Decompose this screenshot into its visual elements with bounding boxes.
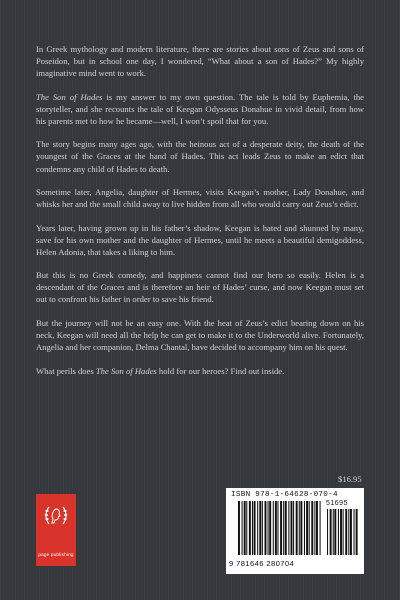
barcode-bar xyxy=(273,501,274,555)
barcode-bar xyxy=(338,509,339,555)
blurb-paragraph xyxy=(36,186,364,210)
barcode-bar xyxy=(299,501,300,555)
blurb-paragraph xyxy=(36,43,364,79)
price-supplement-code: 51695 xyxy=(326,500,348,507)
barcode-bar xyxy=(262,501,263,555)
barcode-bar xyxy=(350,509,352,555)
ean-barcode-bars xyxy=(238,501,322,555)
barcode-bar xyxy=(334,509,336,555)
blurb-text: But this is no Greek comedy, and happiness cannot find our hero so easily. Helen is a descendant of the Graces and is therefore an heir of Hades’ curse, and now Keegan must set out to confront his father in order to save his friend. xyxy=(36,270,364,305)
barcode-bar xyxy=(309,501,310,555)
barcode-bar xyxy=(296,501,298,555)
barcode-bar xyxy=(343,509,344,555)
barcode-bar xyxy=(306,501,308,555)
barcode-bar xyxy=(259,501,261,555)
barcode-bar xyxy=(254,501,256,555)
barcode-bar xyxy=(330,509,332,555)
barcode-bar xyxy=(283,501,284,555)
barcode-bar xyxy=(311,501,313,555)
barcode-bar xyxy=(300,501,302,555)
barcode-bar xyxy=(257,501,258,555)
barcode-bar xyxy=(265,501,267,555)
back-cover-blurb xyxy=(36,43,364,388)
barcode-bar xyxy=(345,509,347,555)
blurb-paragraph xyxy=(36,365,364,377)
supplement-barcode-bars xyxy=(327,509,359,555)
barcode-bar xyxy=(333,509,334,555)
blurb-text: is my answer to my own question. The tale is told by Euphemia, the storyteller, and she recounts the tale of Keegan Odysseus Donahue in vivid detail, from how his parents met to how he became—well, I won’t spoil that for you. xyxy=(36,91,364,126)
price-label: $16.95 xyxy=(338,474,362,484)
barcode-bar xyxy=(242,501,243,555)
barcode-bar xyxy=(320,501,321,555)
blurb-text: The story begins many ages ago, with the heinous act of a desperate deity, the death of the youngest of the Graces at the hand of Hades. This act leads Zeus to make an edict that condemns any child of Hades to death. xyxy=(36,139,364,174)
book-title-italic: The Son of Hades xyxy=(36,91,103,102)
barcode-bar xyxy=(285,501,287,555)
barcode-bar xyxy=(291,501,293,555)
blurb-paragraph xyxy=(36,269,364,305)
blurb-paragraph xyxy=(36,138,364,174)
barcode-bar xyxy=(268,501,269,555)
blurb-paragraph xyxy=(36,91,364,127)
blurb-text: But the journey will not be an easy one. With the heat of Zeus’s edict bearing down on his neck, Keegan will need all the help he can get to make it to the Underworld alive. Fortunately, Angelia and her companion, Delma Chantal, have decided to accompany him on his quest. xyxy=(36,317,364,353)
barcode-bar xyxy=(327,509,328,555)
publisher-logo xyxy=(36,494,76,566)
barcode-bar xyxy=(246,501,247,555)
barcode-bar xyxy=(314,501,315,555)
isbn-barcode xyxy=(226,488,364,574)
barcode-bar xyxy=(304,501,305,555)
blurb-paragraph xyxy=(36,317,364,353)
barcode-bar xyxy=(275,501,277,555)
blurb-text: hold for our heroes? Find out inside. xyxy=(156,365,285,376)
barcode-bar xyxy=(249,501,251,555)
blurb-text: What perils does xyxy=(36,365,96,376)
blurb-text: Years later, having grown up in his father’s shadow, Keegan is hated and shunned by many, save for his own mother and the daughter of Hermes, until he meets a beautiful demigoddess, Helen Adonia, that takes a liking to him. xyxy=(36,222,364,257)
laurel-head-icon xyxy=(42,502,70,530)
book-title-italic: The Son of Hades xyxy=(95,365,157,376)
blurb-text: In Greek mythology and modern literature, there are stories about sons of Zeus and sons of Poseidon, but in school one day, I wondered, “What about a son of Hades?” My highly imaginative mind went to work. xyxy=(36,44,364,79)
barcode-bar xyxy=(340,509,342,555)
barcode-bar xyxy=(316,501,318,555)
barcode-bar xyxy=(244,501,246,555)
blurb-text: Sometime later, Angelia, daughter of Hermes, visits Keegan’s mother, Lady Donahue, and whisks her and the small child away to live hidden from all who would carry out Zeus’s edict. xyxy=(36,187,364,210)
barcode-bar xyxy=(293,501,294,555)
barcode-bar xyxy=(269,501,271,555)
ean-digits: 9 781646 280704 xyxy=(229,559,295,568)
publisher-name: page publishing xyxy=(38,552,74,557)
barcode-bar xyxy=(348,509,349,555)
barcode-bar xyxy=(356,509,358,555)
barcode-bar xyxy=(288,501,289,555)
barcode-bar xyxy=(280,501,282,555)
barcode-bar xyxy=(252,501,253,555)
barcode-bar xyxy=(277,501,278,555)
blurb-paragraph xyxy=(36,222,364,258)
isbn-number: ISBN 978-1-64628-070-4 xyxy=(231,491,338,499)
barcode-bar xyxy=(354,509,355,555)
barcode-bar xyxy=(238,501,240,555)
